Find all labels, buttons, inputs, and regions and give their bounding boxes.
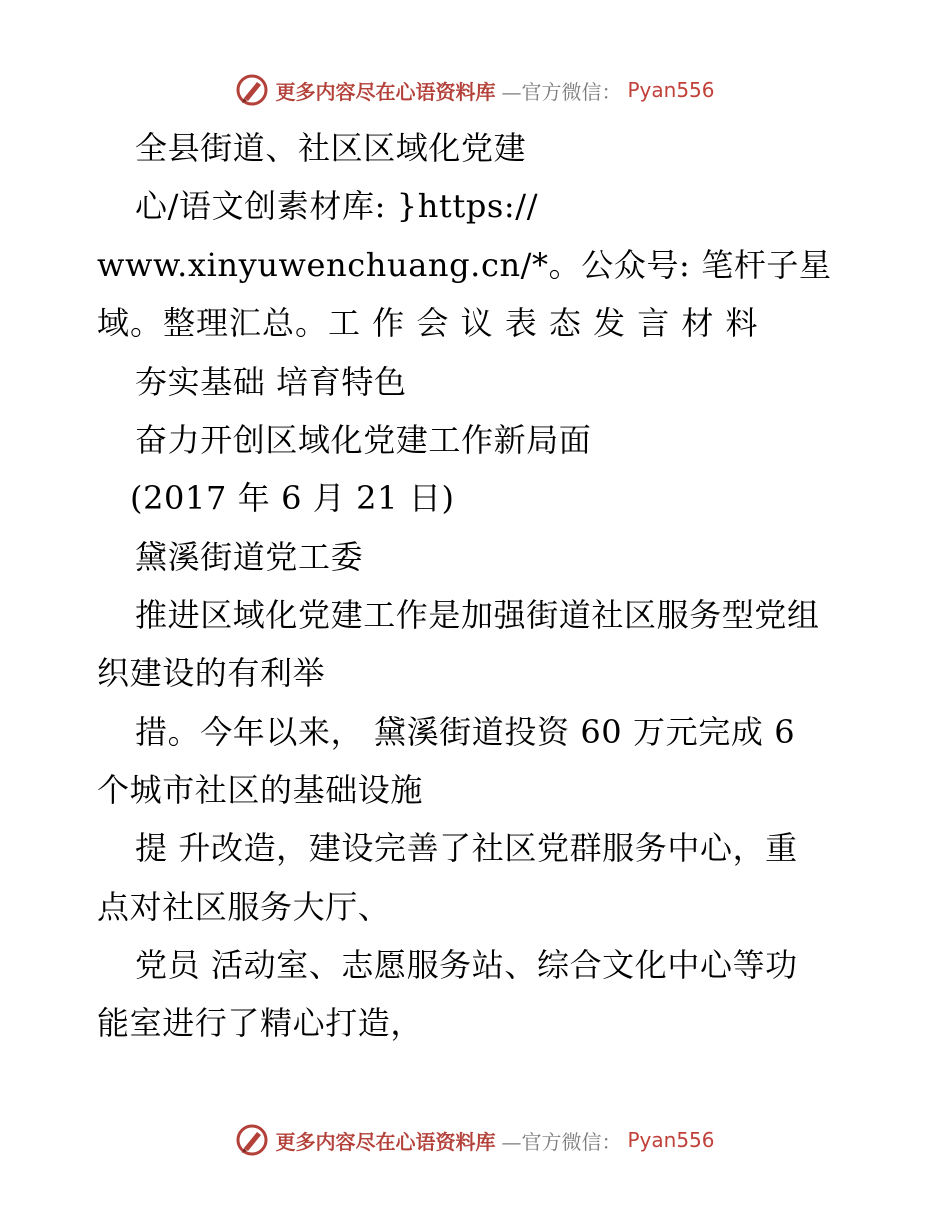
doc-title-line: 全县街道、社区区域化党建 xyxy=(135,129,527,167)
doc-text-line: 心/语文创素材库: }https:// xyxy=(135,187,539,225)
doc-text-line: www.xinyuwenchuang.cn/*。公众号: 笔杆子星 xyxy=(97,246,832,284)
doc-date-line: (2017 年 6 月 21 日) xyxy=(130,479,455,517)
banner-text-separator: —官方微信： xyxy=(501,79,622,104)
banner-text-id: Pyan556 xyxy=(627,1128,715,1152)
doc-author-line: 黛溪街道党工委 xyxy=(135,538,364,576)
doc-text-line: 党员 活动室、志愿服务站、综合文化中心等功 xyxy=(135,946,798,984)
header-watermark-banner xyxy=(0,70,950,110)
banner-text-id: Pyan556 xyxy=(627,78,715,102)
doc-text-line: 织建设的有利举 xyxy=(97,654,326,692)
quill-pen-logo-icon xyxy=(235,1123,269,1157)
doc-text-line: 能室进行了精心打造， xyxy=(97,1004,424,1042)
banner-text-separator: —官方微信： xyxy=(501,1129,622,1154)
doc-subtitle-line: 夯实基础 培育特色 xyxy=(135,363,407,401)
banner-text-main: 更多内容尽在心语资料库 xyxy=(275,79,496,104)
doc-text-line: 点对社区服务大厅、 xyxy=(97,888,391,926)
footer-watermark-banner xyxy=(0,1120,950,1160)
doc-text-line: 推进区域化党建工作是加强街道社区服务型党组 xyxy=(135,596,820,634)
banner-text-main: 更多内容尽在心语资料库 xyxy=(275,1129,496,1154)
doc-text-line: 措。今年以来， 黛溪街道投资 60 万元完成 6 xyxy=(135,713,796,751)
quill-pen-logo-icon xyxy=(235,73,269,107)
doc-text-line: 域。整理汇总。工 作 会 议 表 态 发 言 材 料 xyxy=(97,304,759,342)
doc-text-line: 个城市社区的基础设施 xyxy=(97,771,424,809)
doc-subtitle-line: 奋力开创区域化党建工作新局面 xyxy=(135,421,592,459)
doc-text-line: 提 升改造，建设完善了社区党群服务中心，重 xyxy=(135,829,798,867)
